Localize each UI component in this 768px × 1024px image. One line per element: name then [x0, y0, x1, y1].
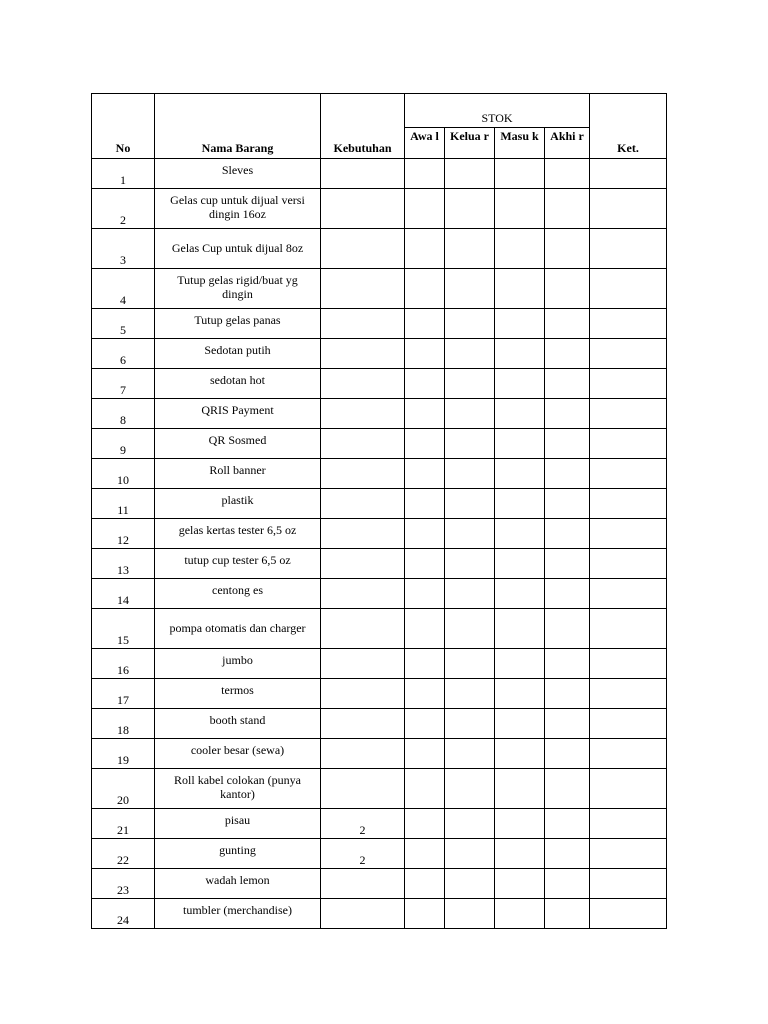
- cell-akhir: [545, 159, 590, 189]
- cell-akhir: [545, 649, 590, 679]
- cell-ket: [590, 609, 667, 649]
- header-no: No: [92, 94, 155, 159]
- header-awal: Awa l: [405, 128, 445, 159]
- cell-akhir: [545, 809, 590, 839]
- cell-masuk: [495, 429, 545, 459]
- cell-awal: [405, 339, 445, 369]
- cell-ket: [590, 339, 667, 369]
- cell-ket: [590, 549, 667, 579]
- cell-ket: [590, 189, 667, 229]
- table-row: [92, 769, 667, 809]
- cell-akhir: [545, 899, 590, 929]
- cell-nama-barang: tutup cup tester 6,5 oz: [155, 549, 321, 579]
- cell-akhir: [545, 429, 590, 459]
- cell-masuk: [495, 869, 545, 899]
- cell-awal: [405, 369, 445, 399]
- cell-ket: [590, 869, 667, 899]
- cell-ket: [590, 519, 667, 549]
- cell-ket: [590, 459, 667, 489]
- cell-nama-barang: Roll banner: [155, 459, 321, 489]
- cell-masuk: [495, 579, 545, 609]
- cell-no: 3: [92, 229, 155, 269]
- cell-masuk: [495, 269, 545, 309]
- cell-no: 24: [92, 899, 155, 929]
- cell-awal: [405, 459, 445, 489]
- cell-nama-barang: Tutup gelas rigid/buat yg dingin: [155, 269, 321, 309]
- cell-akhir: [545, 489, 590, 519]
- cell-ket: [590, 649, 667, 679]
- cell-no: 4: [92, 269, 155, 309]
- cell-kebutuhan: [321, 869, 405, 899]
- header-masuk: Masu k: [495, 128, 545, 159]
- cell-masuk: [495, 709, 545, 739]
- cell-kebutuhan: [321, 679, 405, 709]
- inventory-sheet: [91, 93, 666, 927]
- cell-ket: [590, 229, 667, 269]
- cell-kebutuhan: [321, 489, 405, 519]
- cell-akhir: [545, 869, 590, 899]
- cell-keluar: [445, 609, 495, 649]
- cell-masuk: [495, 309, 545, 339]
- cell-no: 13: [92, 549, 155, 579]
- cell-masuk: [495, 609, 545, 649]
- cell-masuk: [495, 549, 545, 579]
- cell-akhir: [545, 229, 590, 269]
- cell-ket: [590, 399, 667, 429]
- table-row: [92, 399, 667, 429]
- cell-ket: [590, 309, 667, 339]
- cell-kebutuhan: [321, 649, 405, 679]
- cell-keluar: [445, 489, 495, 519]
- cell-no: 23: [92, 869, 155, 899]
- header-akhir: Akhi r: [545, 128, 590, 159]
- cell-ket: [590, 709, 667, 739]
- cell-akhir: [545, 609, 590, 649]
- cell-akhir: [545, 579, 590, 609]
- cell-awal: [405, 309, 445, 339]
- cell-no: 17: [92, 679, 155, 709]
- table-row: [92, 339, 667, 369]
- cell-keluar: [445, 519, 495, 549]
- cell-awal: [405, 549, 445, 579]
- table-row: [92, 579, 667, 609]
- table-row: [92, 739, 667, 769]
- cell-kebutuhan: [321, 269, 405, 309]
- header-stok: STOK: [405, 94, 590, 128]
- table-row: [92, 549, 667, 579]
- cell-masuk: [495, 159, 545, 189]
- cell-akhir: [545, 339, 590, 369]
- cell-ket: [590, 769, 667, 809]
- cell-kebutuhan: [321, 519, 405, 549]
- cell-nama-barang: Sleves: [155, 159, 321, 189]
- cell-keluar: [445, 399, 495, 429]
- cell-no: 1: [92, 159, 155, 189]
- cell-nama-barang: centong es: [155, 579, 321, 609]
- cell-no: 5: [92, 309, 155, 339]
- cell-no: 20: [92, 769, 155, 809]
- cell-nama-barang: jumbo: [155, 649, 321, 679]
- cell-nama-barang: Gelas cup untuk dijual versi dingin 16oz: [155, 189, 321, 229]
- cell-ket: [590, 269, 667, 309]
- cell-awal: [405, 839, 445, 869]
- cell-no: 7: [92, 369, 155, 399]
- cell-ket: [590, 429, 667, 459]
- cell-nama-barang: pisau: [155, 809, 321, 839]
- cell-no: 21: [92, 809, 155, 839]
- cell-no: 9: [92, 429, 155, 459]
- cell-kebutuhan: [321, 399, 405, 429]
- cell-awal: [405, 189, 445, 229]
- table-row: [92, 839, 667, 869]
- table-row: [92, 489, 667, 519]
- cell-akhir: [545, 839, 590, 869]
- cell-akhir: [545, 739, 590, 769]
- cell-nama-barang: wadah lemon: [155, 869, 321, 899]
- cell-keluar: [445, 679, 495, 709]
- cell-keluar: [445, 189, 495, 229]
- cell-keluar: [445, 709, 495, 739]
- cell-no: 18: [92, 709, 155, 739]
- cell-keluar: [445, 809, 495, 839]
- cell-masuk: [495, 459, 545, 489]
- cell-awal: [405, 159, 445, 189]
- cell-akhir: [545, 769, 590, 809]
- cell-no: 19: [92, 739, 155, 769]
- cell-akhir: [545, 269, 590, 309]
- cell-masuk: [495, 519, 545, 549]
- cell-nama-barang: Tutup gelas panas: [155, 309, 321, 339]
- cell-awal: [405, 649, 445, 679]
- cell-keluar: [445, 579, 495, 609]
- cell-masuk: [495, 649, 545, 679]
- cell-keluar: [445, 839, 495, 869]
- cell-kebutuhan: [321, 549, 405, 579]
- cell-nama-barang: booth stand: [155, 709, 321, 739]
- cell-akhir: [545, 309, 590, 339]
- cell-awal: [405, 609, 445, 649]
- cell-masuk: [495, 189, 545, 229]
- table-row: [92, 229, 667, 269]
- cell-nama-barang: pompa otomatis dan charger: [155, 609, 321, 649]
- cell-kebutuhan: [321, 339, 405, 369]
- cell-nama-barang: plastik: [155, 489, 321, 519]
- cell-masuk: [495, 679, 545, 709]
- cell-awal: [405, 679, 445, 709]
- cell-nama-barang: QRIS Payment: [155, 399, 321, 429]
- cell-nama-barang: termos: [155, 679, 321, 709]
- cell-nama-barang: tumbler (merchandise): [155, 899, 321, 929]
- table-row: [92, 519, 667, 549]
- cell-nama-barang: Gelas Cup untuk dijual 8oz: [155, 229, 321, 269]
- table-row: [92, 459, 667, 489]
- cell-keluar: [445, 459, 495, 489]
- cell-keluar: [445, 869, 495, 899]
- cell-keluar: [445, 429, 495, 459]
- cell-ket: [590, 159, 667, 189]
- cell-no: 6: [92, 339, 155, 369]
- cell-keluar: [445, 159, 495, 189]
- table-row: [92, 809, 667, 839]
- cell-kebutuhan: 2: [321, 839, 405, 869]
- cell-keluar: [445, 339, 495, 369]
- cell-ket: [590, 369, 667, 399]
- cell-nama-barang: gelas kertas tester 6,5 oz: [155, 519, 321, 549]
- cell-keluar: [445, 769, 495, 809]
- table-row: [92, 429, 667, 459]
- cell-no: 12: [92, 519, 155, 549]
- table-row: [92, 609, 667, 649]
- cell-nama-barang: QR Sosmed: [155, 429, 321, 459]
- cell-nama-barang: gunting: [155, 839, 321, 869]
- cell-nama-barang: sedotan hot: [155, 369, 321, 399]
- cell-no: 22: [92, 839, 155, 869]
- cell-ket: [590, 679, 667, 709]
- cell-akhir: [545, 679, 590, 709]
- cell-masuk: [495, 899, 545, 929]
- header-ket: Ket.: [590, 94, 667, 159]
- cell-keluar: [445, 739, 495, 769]
- cell-awal: [405, 579, 445, 609]
- cell-akhir: [545, 519, 590, 549]
- cell-awal: [405, 869, 445, 899]
- cell-no: 11: [92, 489, 155, 519]
- cell-no: 14: [92, 579, 155, 609]
- cell-masuk: [495, 739, 545, 769]
- table-row: [92, 309, 667, 339]
- cell-kebutuhan: [321, 899, 405, 929]
- cell-akhir: [545, 709, 590, 739]
- cell-nama-barang: cooler besar (sewa): [155, 739, 321, 769]
- table-row: [92, 189, 667, 229]
- table-row: [92, 899, 667, 929]
- cell-ket: [590, 899, 667, 929]
- cell-ket: [590, 809, 667, 839]
- cell-masuk: [495, 769, 545, 809]
- cell-akhir: [545, 369, 590, 399]
- table-row: [92, 269, 667, 309]
- cell-awal: [405, 429, 445, 459]
- cell-awal: [405, 399, 445, 429]
- header-nama-barang: Nama Barang: [155, 94, 321, 159]
- cell-masuk: [495, 809, 545, 839]
- cell-awal: [405, 739, 445, 769]
- cell-kebutuhan: [321, 709, 405, 739]
- cell-ket: [590, 739, 667, 769]
- cell-awal: [405, 269, 445, 309]
- table-row: [92, 869, 667, 899]
- cell-kebutuhan: [321, 459, 405, 489]
- table-row: [92, 649, 667, 679]
- cell-kebutuhan: [321, 429, 405, 459]
- cell-no: 10: [92, 459, 155, 489]
- cell-awal: [405, 809, 445, 839]
- cell-kebutuhan: [321, 309, 405, 339]
- cell-ket: [590, 579, 667, 609]
- cell-awal: [405, 769, 445, 809]
- table-body: [92, 159, 667, 929]
- cell-kebutuhan: [321, 159, 405, 189]
- cell-ket: [590, 489, 667, 519]
- cell-masuk: [495, 229, 545, 269]
- cell-no: 2: [92, 189, 155, 229]
- cell-awal: [405, 229, 445, 269]
- cell-no: 15: [92, 609, 155, 649]
- cell-masuk: [495, 369, 545, 399]
- cell-awal: [405, 709, 445, 739]
- cell-no: 16: [92, 649, 155, 679]
- cell-nama-barang: Sedotan putih: [155, 339, 321, 369]
- cell-keluar: [445, 229, 495, 269]
- table-row: [92, 709, 667, 739]
- cell-kebutuhan: [321, 579, 405, 609]
- cell-keluar: [445, 549, 495, 579]
- cell-ket: [590, 839, 667, 869]
- table-row: [92, 159, 667, 189]
- cell-akhir: [545, 399, 590, 429]
- table-row: [92, 679, 667, 709]
- cell-nama-barang: Roll kabel colokan (punya kantor): [155, 769, 321, 809]
- cell-awal: [405, 899, 445, 929]
- cell-kebutuhan: [321, 609, 405, 649]
- cell-no: 8: [92, 399, 155, 429]
- cell-keluar: [445, 309, 495, 339]
- cell-keluar: [445, 899, 495, 929]
- cell-awal: [405, 519, 445, 549]
- cell-kebutuhan: [321, 369, 405, 399]
- header-kebutuhan: Kebutuhan: [321, 94, 405, 159]
- cell-keluar: [445, 269, 495, 309]
- cell-akhir: [545, 459, 590, 489]
- cell-awal: [405, 489, 445, 519]
- stock-table: [91, 93, 667, 929]
- cell-masuk: [495, 489, 545, 519]
- cell-masuk: [495, 399, 545, 429]
- cell-keluar: [445, 649, 495, 679]
- cell-kebutuhan: [321, 739, 405, 769]
- cell-masuk: [495, 839, 545, 869]
- cell-keluar: [445, 369, 495, 399]
- cell-akhir: [545, 189, 590, 229]
- cell-kebutuhan: [321, 189, 405, 229]
- cell-kebutuhan: 2: [321, 809, 405, 839]
- cell-masuk: [495, 339, 545, 369]
- table-row: [92, 369, 667, 399]
- cell-akhir: [545, 549, 590, 579]
- cell-kebutuhan: [321, 229, 405, 269]
- cell-kebutuhan: [321, 769, 405, 809]
- header-keluar: Kelua r: [445, 128, 495, 159]
